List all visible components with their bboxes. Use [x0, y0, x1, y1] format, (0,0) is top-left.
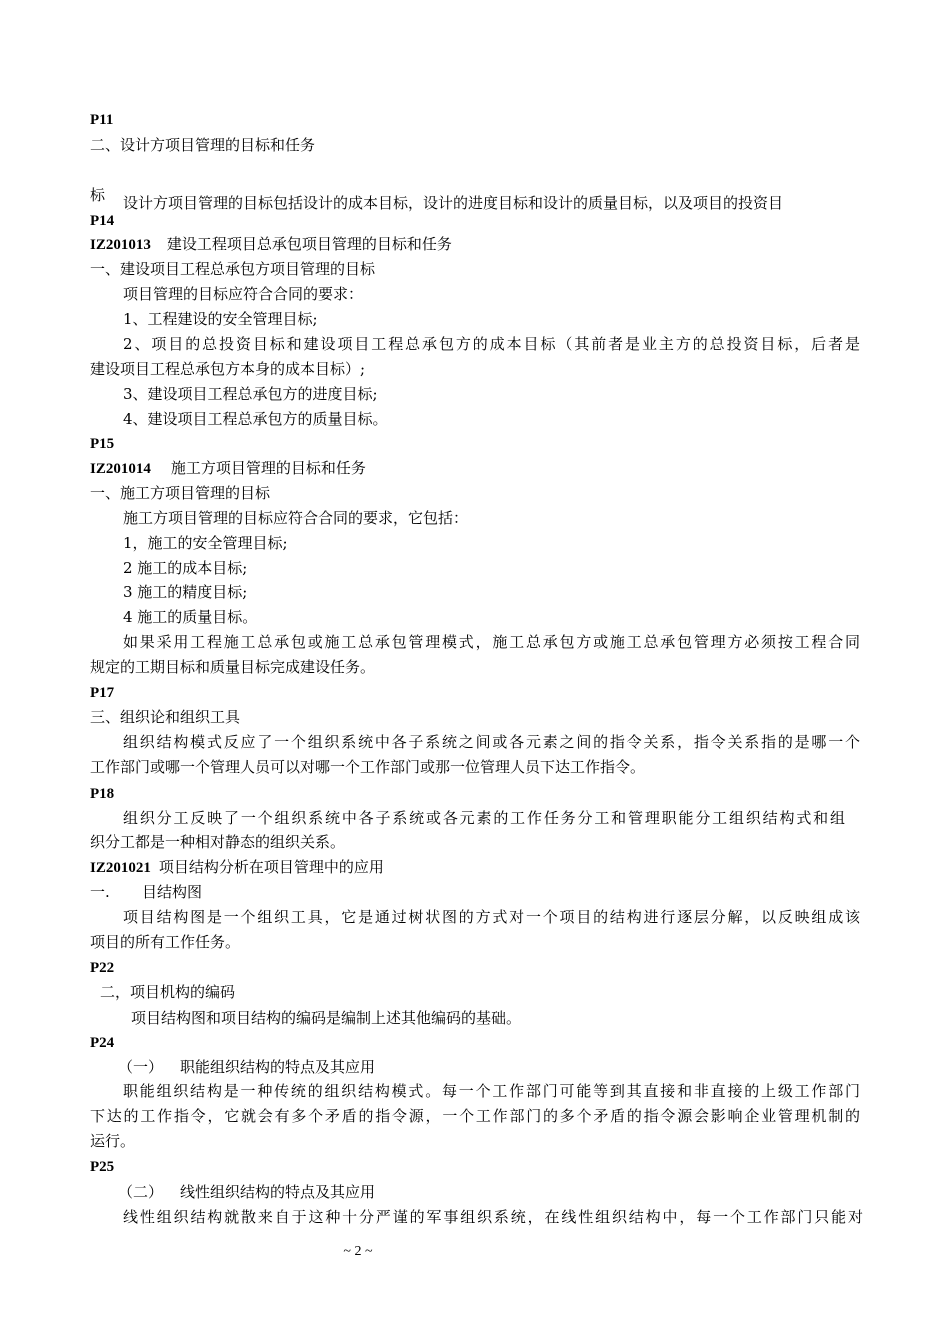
heading-number: （一）: [118, 1058, 164, 1076]
list-item: 4、建设项目工程总承包方的质量目标。: [123, 410, 388, 428]
wrapped-char: 标: [90, 186, 106, 204]
paragraph-line: 施工方项目管理的目标应符合合同的要求，它包括：: [123, 509, 469, 527]
section-heading: 一、施工方项目管理的目标: [90, 484, 271, 502]
list-item: 4 施工的质量目标。: [123, 608, 258, 626]
page-ref-p25: P25: [90, 1159, 115, 1175]
list-item: 2 施工的成本目标;: [123, 559, 248, 577]
list-item: 3、建设项目工程总承包方的进度目标;: [123, 385, 378, 403]
heading-number: 一.: [90, 883, 110, 901]
section-heading: 二、设计方项目管理的目标和任务: [90, 136, 316, 154]
paragraph-line: 线性组织结构就散来自于这种十分严谨的军事组织系统，在线性组织结构中，每一个工作部门只能对: [123, 1208, 863, 1226]
page-ref-p22: P22: [90, 960, 115, 976]
page-ref-p14: P14: [90, 213, 115, 229]
page-ref-p11: P11: [90, 112, 114, 128]
paragraph-line: 如果采用工程施工总承包或施工总承包管理模式，施工总承包方或施工总承包管理方必须按工程合同: [123, 633, 860, 651]
subsection-heading: [90, 234, 452, 255]
paragraph-line: 设计方项目管理的目标包括设计的成本目标，设计的进度目标和设计的质量目标，以及项目的投资目: [123, 194, 784, 212]
list-item: 1，施工的安全管理目标;: [123, 534, 288, 552]
paragraph-line: 运行。: [90, 1132, 136, 1150]
page-ref-p17: P17: [90, 685, 115, 701]
list-item: 2、项目的总投资目标和建设项目工程总承包方的成本目标（其前者是业主方的总投资目标，后者是: [123, 335, 860, 353]
paragraph-line: 职能组织结构是一种传统的组织结构模式。每一个工作部门可能等到其直接和非直接的上级工作部门: [123, 1082, 860, 1100]
page-ref-p15: P15: [90, 436, 115, 452]
section-code: IZ201021: [90, 860, 151, 876]
section-title: 施工方项目管理的目标和任务: [170, 459, 366, 477]
page-number: ~ 2 ~: [343, 1244, 373, 1259]
paragraph-line: 项目结构图和项目结构的编码是编制上述其他编码的基础。: [131, 1009, 522, 1027]
paragraph-line: 织分工都是一种相对静态的组织关系。: [90, 833, 346, 851]
paragraph-line: 工作部门或哪一个管理人员可以对哪一个工作部门或那一位管理人员下达工作指令。: [90, 758, 646, 776]
section-heading: [90, 882, 202, 902]
page-ref-p18: P18: [90, 786, 115, 802]
list-item: 3 施工的精度目标;: [123, 583, 248, 601]
section-heading: 三、组织论和组织工具: [90, 708, 241, 726]
list-item-continued: 建设项目工程总承包方本身的成本目标）;: [90, 360, 366, 378]
subsection-heading: [90, 458, 366, 479]
heading-number: （二）: [118, 1183, 164, 1201]
section-heading: 二，项目机构的编码: [100, 983, 236, 1001]
paragraph-line: 下达的工作指令，它就会有多个矛盾的指令源，一个工作部门的多个矛盾的指令源会影响企业管理机制的: [90, 1107, 860, 1125]
section-title: 项目结构分析在项目管理中的应用: [158, 858, 384, 876]
section-code: IZ201014: [90, 461, 151, 477]
heading-text: 职能组织结构的特点及其应用: [180, 1058, 376, 1076]
paragraph-line: 项目的所有工作任务。: [90, 933, 241, 951]
paragraph-line: 组织分工反映了一个组织系统中各子系统或各元素的工作任务分工和管理职能分工组织结构式和组: [123, 809, 845, 827]
heading-text: 目结构图: [142, 883, 203, 901]
list-item: 1、工程建设的安全管理目标;: [123, 310, 318, 328]
paragraph-line: 规定的工期目标和质量目标完成建设任务。: [90, 658, 376, 676]
heading-text: 线性组织结构的特点及其应用: [180, 1183, 376, 1201]
paragraph-line: 项目结构图是一个组织工具，它是通过树状图的方式对一个项目的结构进行逐层分解，以反映组成该: [123, 908, 860, 926]
section-code: IZ201013: [90, 237, 151, 253]
section-heading: 一、建设项目工程总承包方项目管理的目标: [90, 260, 376, 278]
subsection-heading: [118, 1182, 375, 1202]
subsection-heading: [90, 857, 384, 878]
page-ref-p24: P24: [90, 1035, 115, 1051]
subsection-heading: [118, 1057, 375, 1077]
paragraph-line: 项目管理的目标应符合合同的要求：: [123, 285, 364, 303]
paragraph-line: 组织结构模式反应了一个组织系统中各子系统之间或各元素之间的指令关系，指令关系指的是哪一个: [123, 733, 860, 751]
section-title: 建设工程项目总承包项目管理的目标和任务: [166, 235, 452, 253]
